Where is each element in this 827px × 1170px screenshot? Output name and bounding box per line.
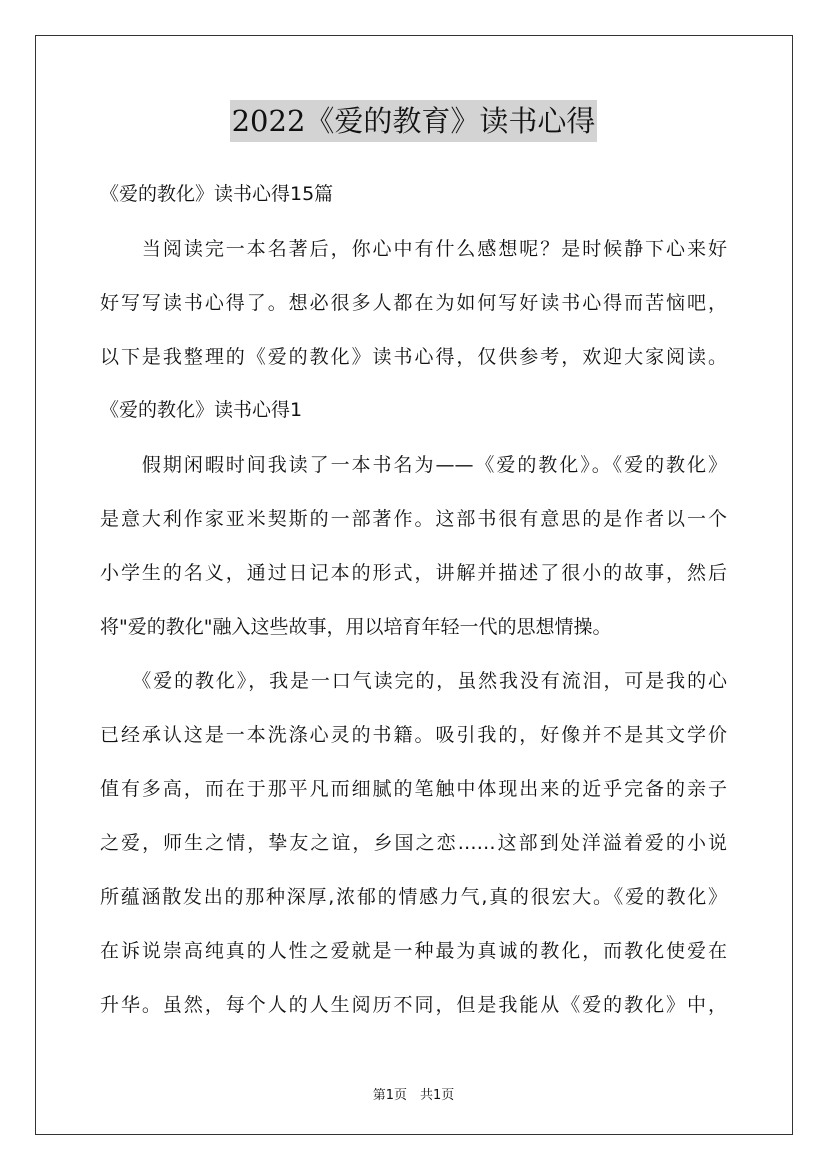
body-line: 已经承认这是一本洗涤心灵的书籍。吸引我的，好像并不是其文学价 [100,724,727,746]
body-line: 值有多高，而在于那平凡而细腻的笔触中体现出来的近乎完备的亲子 [100,778,727,800]
body-line: 之爱，师生之情，挚友之谊，乡国之恋……这部到处洋溢着爱的小说 [100,832,727,854]
body-line: 假期闲暇时间我读了一本书名为——《爱的教化》。《爱的教化》 [100,454,727,476]
body-line: 好写写读书心得了。想必很多人都在为如何写好读书心得而苦恼吧， [100,292,727,314]
body-line: 升华。虽然，每个人的人生阅历不同，但是我能从《爱的教化》中， [100,994,727,1016]
body-line: 在诉说崇高纯真的人性之爱就是一种最为真诚的教化，而教化使爱在 [100,940,727,962]
body-line: 所蕴涵散发出的那种深厚,浓郁的情感力气,真的很宏大。《爱的教化》 [100,886,727,908]
title-container [0,100,827,142]
body-line: 将"爱的教化"融入这些故事，用以培育年轻一代的思想情操。 [100,616,612,638]
section-heading: 《爱的教化》读书心得1 [100,399,303,421]
body-line: 是意大利作家亚米契斯的一部著作。这部书很有意思的是作者以一个 [100,508,727,530]
document-title: 2022《爱的教育》读书心得 [230,100,598,142]
subtitle-line: 《爱的教化》读书心得15篇 [100,183,334,205]
body-line: 《爱的教化》，我是一口气读完的，虽然我没有流泪，可是我的心 [100,670,727,692]
body-line: 小学生的名义，通过日记本的形式，讲解并描述了很小的故事，然后 [100,562,727,584]
body-line: 当阅读完一本名著后，你心中有什么感想呢？是时候静下心来好 [100,238,727,260]
body-line: 以下是我整理的《爱的教化》读书心得，仅供参考，欢迎大家阅读。 [100,346,727,368]
page-footer: 第1页 共1页 [372,1088,455,1103]
